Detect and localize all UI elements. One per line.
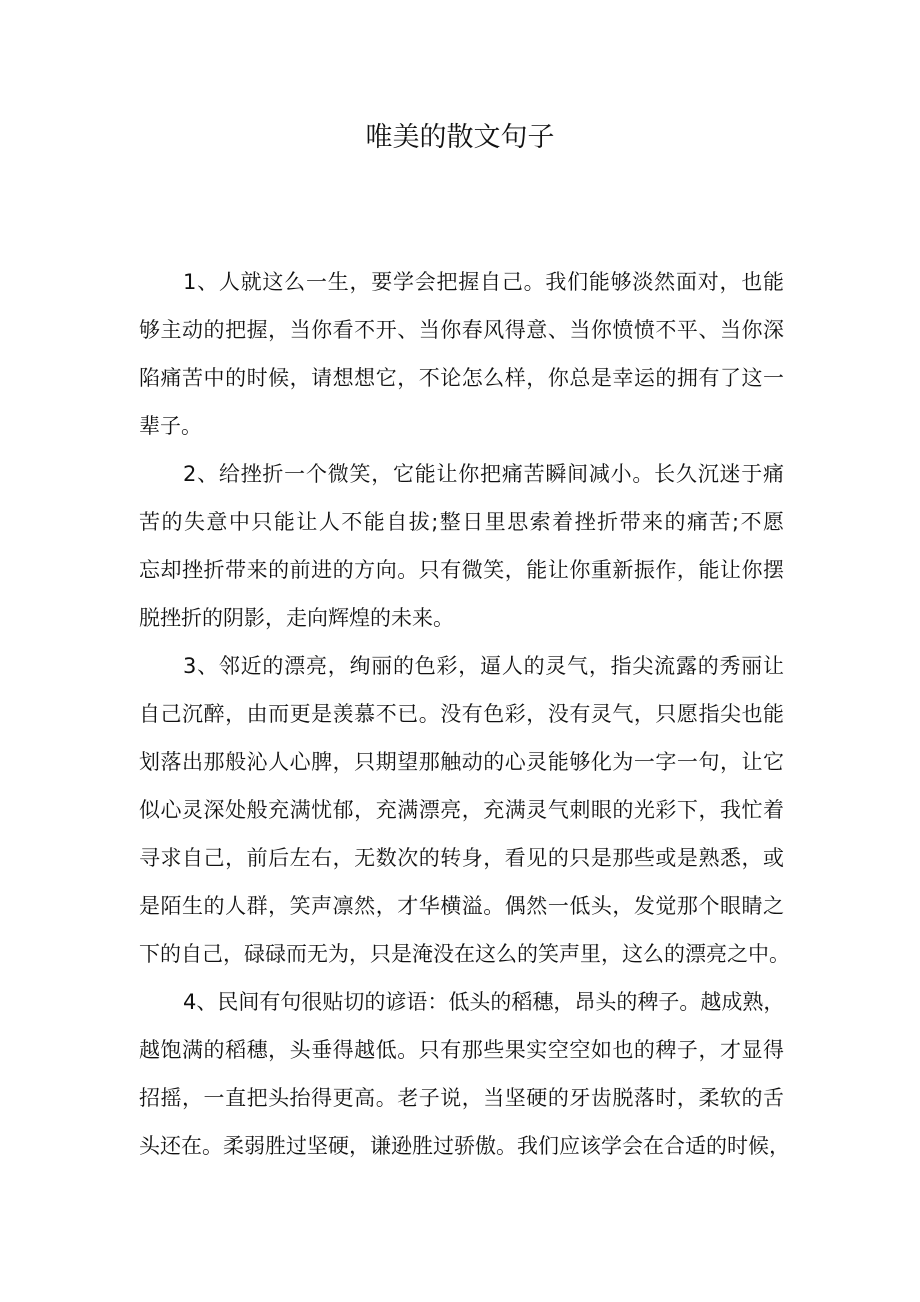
paragraph-line: 辈子。 — [139, 414, 202, 438]
paragraph — [139, 450, 784, 642]
paragraph-line: 脱挫折的阴影，走向辉煌的未来。 — [139, 606, 454, 630]
paragraph-line: 招摇，一直把头抬得更高。老子说，当坚硬的牙齿脱落时，柔软的舌 — [139, 1086, 784, 1110]
paragraph-line: 自己沉醉，由而更是羡慕不已。没有色彩，没有灵气，只愿指尖也能 — [139, 702, 784, 726]
paragraph-line: 划落出那般沁人心脾，只期望那触动的心灵能够化为一字一句，让它 — [139, 750, 784, 774]
paragraph-line: 苦的失意中只能让人不能自拔;整日里思索着挫折带来的痛苦;不愿 — [139, 510, 784, 534]
paragraph-line: 越饱满的稻穗，头垂得越低。只有那些果实空空如也的稗子，才显得 — [139, 1038, 784, 1062]
paragraph — [139, 642, 790, 978]
paragraph-line: 够主动的把握，当你看不开、当你春风得意、当你愤愤不平、当你深 — [139, 318, 784, 342]
paragraph-line: 是陌生的人群，笑声凛然，才华横溢。偶然一低头，发觉那个眼睛之 — [139, 894, 784, 918]
paragraph — [139, 978, 790, 1170]
paragraph-line: 寻求自己，前后左右，无数次的转身，看见的只是那些或是熟悉，或 — [139, 846, 784, 870]
paragraph-line: 2、给挫折一个微笑，它能让你把痛苦瞬间减小。长久沉迷于痛 — [183, 462, 784, 486]
paragraph-line: 下的自己，碌碌而无为，只是淹没在这么的笑声里，这么的漂亮之中。 — [139, 942, 790, 966]
paragraph-line: 4、民间有句很贴切的谚语：低头的稻穗，昂头的稗子。越成熟， — [183, 990, 785, 1014]
paragraph-line: 忘却挫折带来的前进的方向。只有微笑，能让你重新振作，能让你摆 — [139, 558, 784, 582]
document-title: 唯美的散文句子 — [365, 122, 555, 153]
paragraph — [139, 258, 784, 450]
paragraph-line: 头还在。柔弱胜过坚硬，谦逊胜过骄傲。我们应该学会在合适的时候， — [139, 1134, 790, 1158]
paragraph-line: 1、人就这么一生，要学会把握自己。我们能够淡然面对，也能 — [183, 270, 784, 294]
paragraph-line: 陷痛苦中的时候，请想想它，不论怎么样，你总是幸运的拥有了这一 — [139, 366, 784, 390]
document-body — [139, 258, 790, 1170]
paragraph-line: 似心灵深处般充满忧郁，充满漂亮，充满灵气刺眼的光彩下，我忙着 — [139, 798, 784, 822]
paragraph-line: 3、邻近的漂亮，绚丽的色彩，逼人的灵气，指尖流露的秀丽让 — [183, 654, 784, 678]
